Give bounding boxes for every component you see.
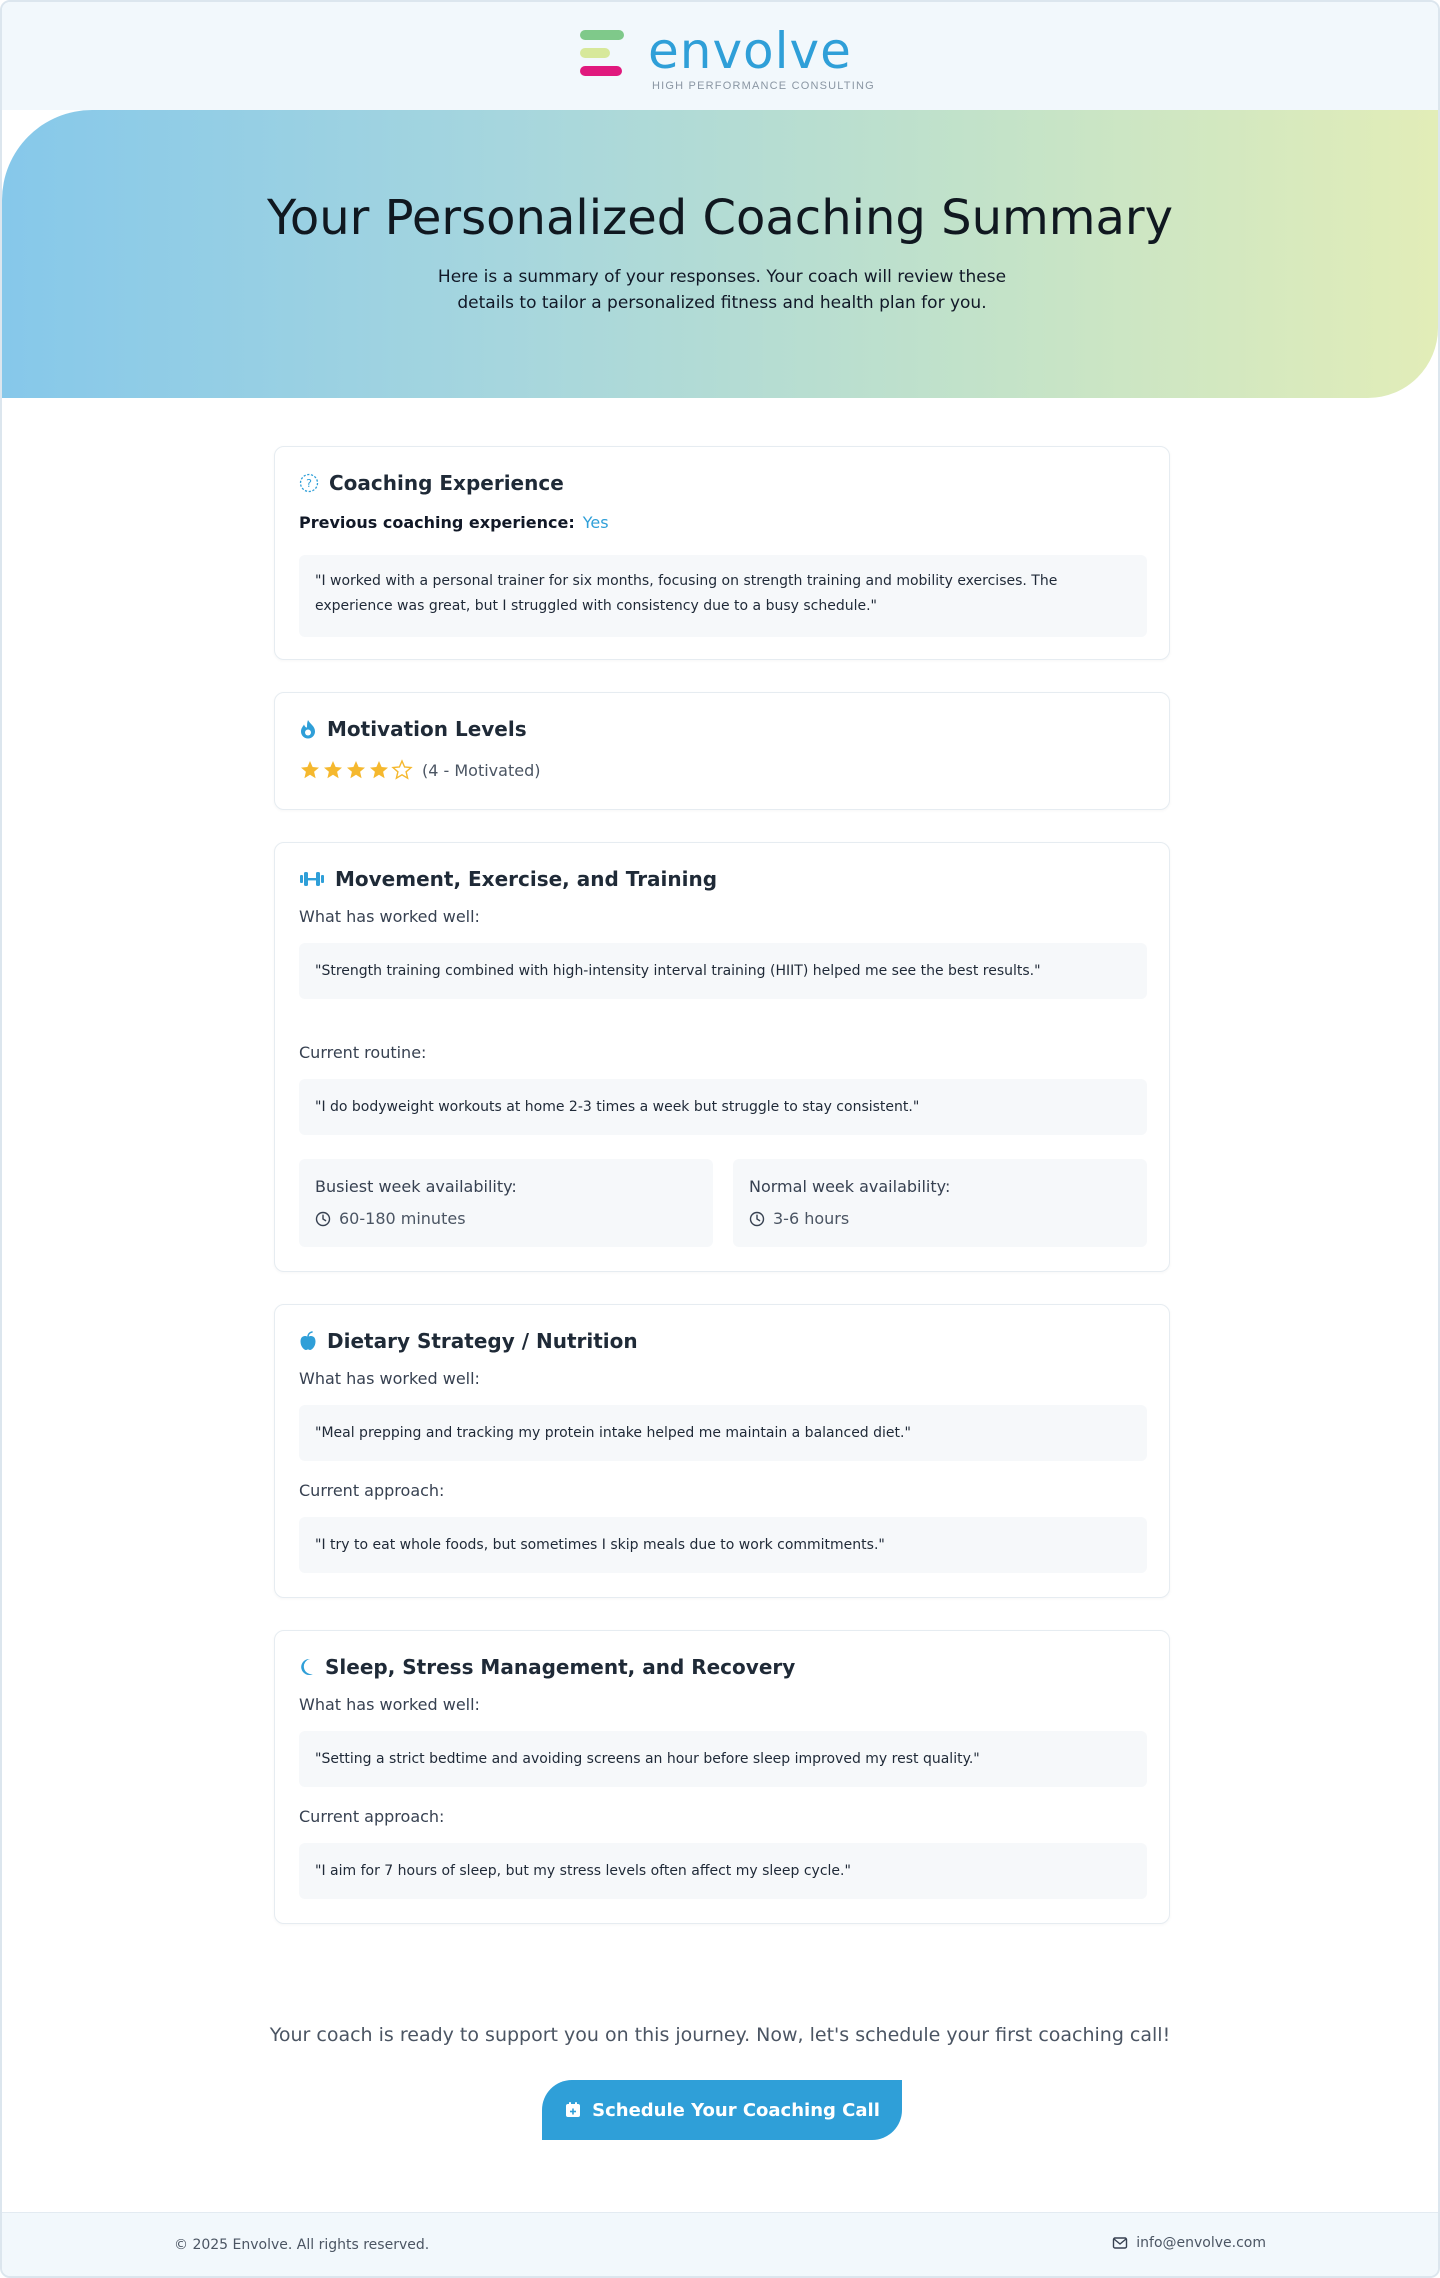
normal-week-value-row: [749, 1209, 849, 1228]
card-title: Dietary Strategy / Nutrition: [327, 1329, 638, 1353]
footer: [2, 2212, 1438, 2278]
logo-mark-icon: [580, 28, 628, 82]
schedule-call-button[interactable]: [542, 2080, 902, 2140]
flame-icon: [299, 719, 317, 739]
routine-label: Current routine:: [299, 1043, 427, 1062]
brand-tagline: HIGH PERFORMANCE CONSULTING: [652, 80, 875, 92]
star-filled-icon: [345, 759, 367, 781]
normal-week-label: Normal week availability:: [749, 1177, 951, 1196]
busiest-week-value-row: [315, 1209, 466, 1228]
contact-email: info@envolve.com: [1136, 2235, 1266, 2251]
movement-routine-quote: "I do bodyweight workouts at home 2-3 times a week but struggle to stay consistent.": [299, 1079, 1147, 1135]
star-filled-icon: [299, 759, 321, 781]
contact-email-link[interactable]: [1112, 2235, 1266, 2251]
star-rating: [299, 759, 414, 781]
card-title: Sleep, Stress Management, and Recovery: [325, 1655, 796, 1679]
cta-message: Your coach is ready to support you on this journey. Now, let's schedule your first coaching call!: [269, 2024, 1171, 2046]
card-header: [299, 471, 564, 495]
worked-label: What has worked well:: [299, 1695, 480, 1714]
busiest-week-box: [299, 1159, 713, 1247]
sleep-worked-quote: "Setting a strict bedtime and avoiding screens an hour before sleep improved my rest quality.": [299, 1731, 1147, 1787]
moon-icon: [299, 1657, 315, 1677]
card-header: [299, 717, 527, 741]
card-header: [299, 1655, 795, 1679]
previous-coaching-row: [299, 513, 609, 532]
dumbbell-icon: [299, 869, 325, 889]
calendar-plus-icon: [564, 2101, 582, 2119]
star-empty-icon: [391, 759, 413, 781]
header: [2, 2, 1438, 110]
envelope-icon: [1112, 2236, 1128, 2250]
motivation-rating: [299, 759, 540, 781]
normal-week-box: [733, 1159, 1147, 1247]
card-header: [299, 1329, 638, 1353]
sleep-card: [274, 1630, 1170, 1924]
coaching-experience-card: [274, 446, 1170, 660]
question-circle-icon: [299, 473, 319, 493]
copyright-text: © 2025 Envolve. All rights reserved.: [174, 2237, 430, 2253]
worked-label: What has worked well:: [299, 1369, 480, 1388]
busiest-week-value: 60-180 minutes: [339, 1209, 466, 1228]
clock-icon: [315, 1211, 331, 1227]
diet-worked-quote: "Meal prepping and tracking my protein intake helped me maintain a balanced diet.": [299, 1405, 1147, 1461]
rating-text: (4 - Motivated): [422, 760, 541, 780]
apple-icon: [299, 1331, 317, 1351]
brand-name: envolve: [648, 22, 852, 80]
card-title: Coaching Experience: [329, 471, 564, 495]
hero-banner: [2, 110, 1438, 398]
page-subtitle: Here is a summary of your responses. Your coach will review these details to tailor a personalized fitness and health plan for you.: [437, 267, 1007, 313]
schedule-call-label: Schedule Your Coaching Call: [592, 2099, 880, 2121]
approach-label: Current approach:: [299, 1481, 445, 1500]
card-title: Motivation Levels: [327, 717, 527, 741]
brand-logo[interactable]: [580, 22, 875, 92]
previous-coaching-label: Previous coaching experience:: [299, 513, 575, 532]
diet-card: [274, 1304, 1170, 1598]
diet-approach-quote: "I try to eat whole foods, but sometimes I skip meals due to work commitments.": [299, 1517, 1147, 1573]
busiest-week-label: Busiest week availability:: [315, 1177, 517, 1196]
movement-card: [274, 842, 1170, 1272]
card-header: [299, 867, 717, 891]
sleep-approach-quote: "I aim for 7 hours of sleep, but my stress levels often affect my sleep cycle.": [299, 1843, 1147, 1899]
movement-worked-quote: "Strength training combined with high-intensity interval training (HIIT) helped me see the best results.": [299, 943, 1147, 999]
star-filled-icon: [368, 759, 390, 781]
coaching-quote: "I worked with a personal trainer for six months, focusing on strength training and mobility exercises. The experience was great, but I struggled with consistency due to a busy schedule.": [299, 555, 1147, 637]
normal-week-value: 3-6 hours: [773, 1209, 850, 1228]
svg-text:?: ?: [306, 477, 312, 490]
previous-coaching-value: Yes: [582, 513, 609, 532]
worked-label: What has worked well:: [299, 907, 480, 926]
page-title: Your Personalized Coaching Summary: [266, 190, 1174, 246]
motivation-card: [274, 692, 1170, 810]
approach-label: Current approach:: [299, 1807, 445, 1826]
star-filled-icon: [322, 759, 344, 781]
clock-icon: [749, 1211, 765, 1227]
card-title: Movement, Exercise, and Training: [335, 867, 718, 891]
